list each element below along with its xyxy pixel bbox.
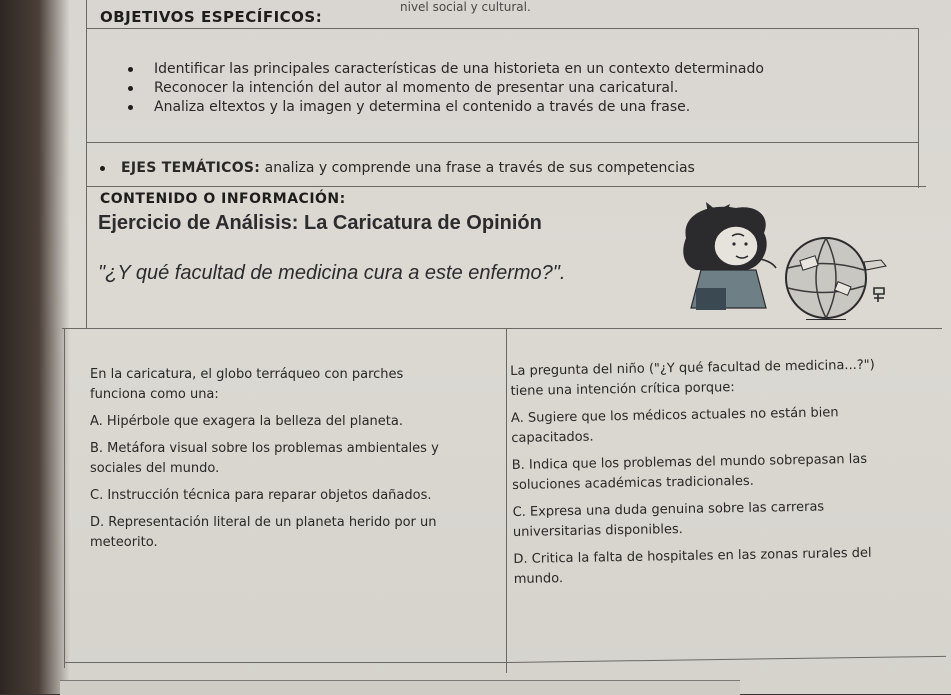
table-middle-border: [506, 328, 507, 673]
bullet-dot: [100, 166, 105, 171]
option-d-left: D. Representación literal de un planeta herido por un: [90, 515, 437, 530]
option-b-left: sociales del mundo.: [90, 461, 220, 476]
frame-right-top: [918, 28, 919, 188]
objective-item: Analiza eltextos y la imagen y determina el contenido a través de una frase.: [128, 98, 764, 117]
ejes-tematicos-line: [100, 160, 695, 176]
option-a-right: capacitados.: [511, 429, 594, 446]
rule-after-ejes: [86, 186, 926, 187]
option-d-right: mundo.: [513, 571, 564, 587]
table-bottom-left: [64, 662, 506, 663]
option-a-left: A. Hipérbole que exagera la belleza del planeta.: [90, 414, 403, 429]
option-c-right: universitarias disponibles.: [512, 522, 683, 540]
question-left-stem: En la caricatura, el globo terráqueo con parches: [90, 367, 404, 382]
table-top-rule: [62, 328, 942, 329]
table-left-border: [64, 328, 65, 668]
next-page-edge: [60, 680, 740, 695]
ejes-label: EJES TEMÁTICOS:: [121, 160, 261, 176]
option-c-right: C. Expresa una duda genuina sobre las carreras: [512, 499, 825, 520]
mafalda-globe-cartoon: [676, 198, 926, 320]
contenido-heading: CONTENIDO O INFORMACIÓN:: [100, 191, 346, 207]
objectives-list: [128, 60, 764, 117]
ejes-text: analiza y comprende una frase a través de sus competencias: [260, 160, 695, 176]
option-b-left: B. Metáfora visual sobre los problemas ambientales y: [90, 441, 439, 456]
cut-off-header-text: nivel social y cultural.: [400, 0, 531, 14]
cartoon-quote: "¿Y qué facultad de medicina cura a este enfermo?".: [98, 262, 566, 284]
objective-item: Reconocer la intención del autor al momento de presentar una caricatural.: [128, 79, 764, 98]
question-left-cell: [90, 365, 500, 560]
option-d-left: meteorito.: [90, 535, 158, 550]
table-bottom-right: [506, 656, 946, 663]
rule-top: [86, 28, 918, 29]
option-c-left: C. Instrucción técnica para reparar objetos dañados.: [90, 488, 432, 503]
question-right-stem: tiene una intención crítica porque:: [510, 380, 735, 399]
option-b-right: soluciones académicas tradicionales.: [512, 473, 755, 493]
rule-after-objectives: [86, 142, 918, 143]
exercise-title: Ejercicio de Análisis: La Caricatura de Opinión: [98, 212, 542, 234]
frame-left-top: [86, 0, 87, 328]
photo-edge-shadow: [0, 0, 70, 694]
option-a-right: A. Sugiere que los médicos actuales no están bien: [510, 405, 839, 426]
question-left-stem: funciona como una:: [90, 387, 219, 402]
question-right-stem: La pregunta del niño ("¿Y qué facultad de medicina...?"): [510, 357, 875, 379]
objective-item: Identificar las principales características de una historieta en un contexto determinado: [128, 60, 764, 79]
option-d-right: D. Critica la falta de hospitales en las zonas rurales del: [513, 545, 872, 567]
question-right-cell: [510, 354, 944, 596]
objectives-heading: OBJETIVOS ESPECÍFICOS:: [100, 8, 323, 26]
option-b-right: B. Indica que los problemas del mundo sobrepasan las: [511, 451, 868, 473]
